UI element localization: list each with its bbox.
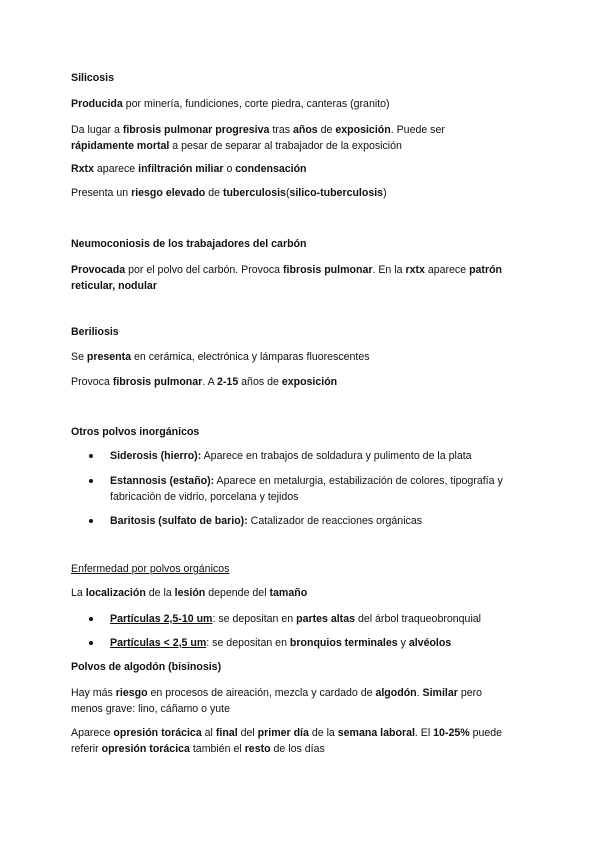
bold-text: Partículas < 2,5 um [110, 637, 207, 649]
text: de [205, 187, 223, 199]
text: Se [71, 351, 87, 363]
text: de la [308, 727, 338, 739]
bullet-icon [89, 454, 93, 458]
text: depende del [205, 587, 270, 599]
organicos-paragraph [71, 725, 502, 741]
bold-text: opresión torácica [113, 727, 202, 739]
text: de [317, 124, 336, 136]
bold-text: Provocada [71, 264, 126, 276]
bold-text: algodón [375, 687, 417, 699]
bold-text: lesión [174, 587, 206, 599]
text: en procesos de aireación, mezcla y cardado de [147, 687, 376, 699]
bold-text: opresión torácica [101, 743, 190, 755]
heading-polvos-organicos: Enfermedad por polvos orgánicos [71, 563, 230, 575]
text: del árbol traqueobronquial [355, 613, 482, 625]
bullet-icon [89, 617, 93, 621]
text: ( [285, 187, 290, 199]
bold-text: partes altas [296, 613, 355, 625]
text: pero [457, 687, 483, 699]
bold-text: años [292, 124, 318, 136]
bold-text: Producida [71, 98, 123, 110]
bold-text: riesgo [115, 687, 148, 699]
bold-text: tuberculosis [222, 187, 286, 199]
bold-text: exposición [281, 376, 338, 388]
bold-text: presenta [86, 351, 132, 363]
text: Aparece en trabajos de soldadura y pulimento de la plata [201, 450, 472, 462]
text: y [397, 637, 409, 649]
silicosis-paragraph [71, 161, 307, 177]
neumoconiosis-paragraph [71, 278, 157, 294]
bullet-icon [89, 519, 93, 523]
bold-text: bronquios terminales [289, 637, 398, 649]
text: por el polvo del carbón. Provoca [125, 264, 283, 276]
text: de los días [270, 743, 325, 755]
bold-text: semana laboral [337, 727, 415, 739]
text: : se depositan en [212, 613, 297, 625]
bold-text: reticular, nodular [71, 280, 157, 292]
bold-text: alvéolos [408, 637, 452, 649]
text: La [71, 587, 86, 599]
heading-neumoconiosis: Neumoconiosis de los trabajadores del carbón [71, 238, 307, 250]
bold-text: tamaño [269, 587, 308, 599]
text: puede [469, 727, 503, 739]
bold-text: primer día [257, 727, 309, 739]
bold-text: fibrosis pulmonar progresiva [122, 124, 270, 136]
bold-text: riesgo elevado [131, 187, 206, 199]
text: Hay más [71, 687, 116, 699]
text: Provoca [71, 376, 113, 388]
text: ) [383, 187, 387, 199]
text: tras [269, 124, 293, 136]
bold-text: rxtx [405, 264, 425, 276]
bold-text: localización [85, 587, 146, 599]
text: por minería, fundiciones, corte piedra, canteras (granito) [122, 98, 390, 110]
silicosis-paragraph [71, 185, 387, 201]
bold-text: Rxtx [71, 163, 94, 175]
text: años de [238, 376, 282, 388]
bold-text: 2-15 [217, 376, 239, 388]
bold-text: fibrosis pulmonar [112, 376, 203, 388]
text: aparece [424, 264, 470, 276]
beriliosis-paragraph [71, 374, 337, 390]
text: Catalizador de reacciones orgánicas [247, 515, 423, 527]
bold-text: Similar [422, 687, 458, 699]
bold-text: final [215, 727, 238, 739]
bold-text: fibrosis pulmonar [283, 264, 373, 276]
bullet-icon [89, 641, 93, 645]
text: también el [189, 743, 245, 755]
bold-text: Siderosis (hierro): [110, 450, 202, 462]
bold-text: 10-25% [433, 727, 470, 739]
text: aparece [93, 163, 139, 175]
text: Aparece en metalurgia, estabilización de colores, tipografía y [214, 475, 503, 487]
text: del [237, 727, 258, 739]
text: Presenta un [71, 187, 132, 199]
text: . A [202, 376, 218, 388]
text: . En la [372, 264, 406, 276]
silicosis-paragraph [71, 122, 445, 138]
heading-otros-polvos: Otros polvos inorgánicos [71, 426, 200, 438]
beriliosis-paragraph [71, 349, 370, 365]
organicos-paragraph [71, 741, 325, 757]
subheading-algodon: Polvos de algodón (bisinosis) [71, 661, 222, 673]
bold-text: exposición [335, 124, 391, 136]
organicos-paragraph [71, 685, 482, 701]
text: . Puede ser [390, 124, 445, 136]
heading-silicosis: Silicosis [71, 72, 114, 84]
bold-text: rápidamente mortal [71, 140, 170, 152]
bold-text: patrón [469, 264, 503, 276]
list-item-continuation [110, 489, 298, 505]
bold-text: infiltración miliar [138, 163, 224, 175]
bold-text: Baritosis (sulfato de bario): [110, 515, 248, 527]
text: Aparece [71, 727, 114, 739]
text: de la [145, 587, 175, 599]
bold-text: Estannosis (estaño): [110, 475, 215, 487]
text: Da lugar a [71, 124, 123, 136]
text: fabricación de vidrio, porcelana y tejidos [110, 491, 299, 503]
text: o [223, 163, 236, 175]
bold-text: silico-tuberculosis [289, 187, 384, 199]
silicosis-paragraph [71, 138, 402, 154]
text: a pesar de separar al trabajador de la exposición [169, 140, 402, 152]
text: en cerámica, electrónica y lámparas fluorescentes [131, 351, 370, 363]
text: menos grave: lino, cáñamo o yute [71, 703, 230, 715]
neumoconiosis-paragraph [71, 262, 502, 278]
silicosis-paragraph [71, 96, 390, 112]
text: referir [71, 743, 102, 755]
organicos-paragraph [71, 701, 230, 717]
text: al [201, 727, 216, 739]
text: . El [414, 727, 434, 739]
bullet-icon [89, 479, 93, 483]
bold-text: resto [244, 743, 271, 755]
heading-beriliosis: Beriliosis [71, 326, 119, 338]
text: . [416, 687, 423, 699]
bold-text: condensación [235, 163, 307, 175]
bold-text: Partículas 2,5-10 um [110, 613, 213, 625]
text: : se depositan en [206, 637, 290, 649]
organicos-paragraph [71, 585, 307, 601]
